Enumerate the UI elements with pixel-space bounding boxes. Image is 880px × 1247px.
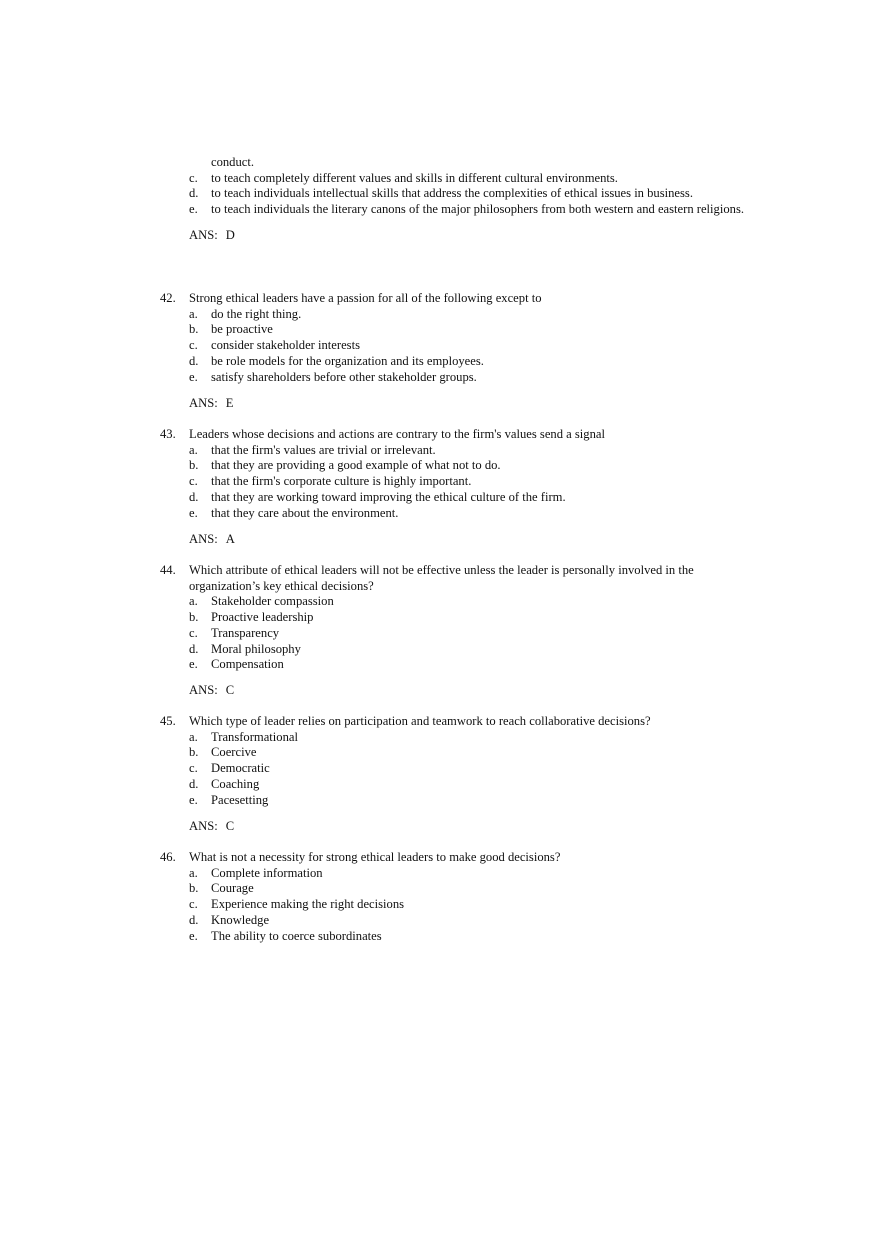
option-letter: c. [189,625,198,640]
option-list [160,307,760,386]
question-text: Which type of leader relies on participation and teamwork to reach collaborative decisions? [189,714,651,728]
option-letter: d. [189,776,199,791]
option-letter: d. [189,489,199,504]
answer-label: ANS: [189,683,218,698]
answer-line [160,396,760,412]
option-e [189,506,760,522]
option-text: consider stakeholder interests [211,338,360,353]
option-text: Coaching [211,776,260,791]
option-b [189,322,760,338]
option-text: to teach individuals intellectual skills that address the complexities of ethical issues in business. [211,186,693,201]
option-text: The ability to coerce subordinates [211,928,382,943]
option-c [189,474,760,490]
option-text: satisfy shareholders before other stakeholder groups. [211,369,477,384]
option-letter: a. [189,594,198,609]
option-d [189,777,760,793]
option-text: to teach individuals the literary canons of the major philosophers from both western and eastern religions. [211,202,744,217]
option-text: be proactive [211,322,273,337]
answer-label: ANS: [189,395,218,410]
option-list [160,443,760,522]
question-number: 45. [160,714,176,728]
question-number: 44. [160,563,176,577]
option-letter: a. [189,442,198,457]
option-list [189,171,749,218]
option-letter: d. [189,353,199,368]
option-letter: c. [189,474,198,489]
option-text: Experience making the right decisions [211,897,405,912]
option-letter: e. [189,928,198,943]
option-text: Pacesetting [211,792,269,807]
question-stem [160,850,760,866]
question-stem [160,714,760,730]
option-text: do the right thing. [211,306,302,321]
question-41-continuation [189,155,749,244]
option-text: that the firm's values are trivial or irrelevant. [211,442,436,457]
option-letter: b. [189,610,199,625]
answer-value: C [225,818,235,833]
question-number: 42. [160,291,176,305]
option-text: Coercive [211,745,257,760]
option-b [189,458,760,474]
answer-label: ANS: [189,531,218,546]
option-letter: b. [189,322,199,337]
option-text: Stakeholder compassion [211,594,334,609]
option-text: Moral philosophy [211,641,301,656]
question-text: What is not a necessity for strong ethical leaders to make good decisions? [189,850,561,864]
option-c [189,171,749,187]
option-a [189,307,760,323]
answer-value: C [225,683,235,698]
option-text: to teach completely different values and skills in different cultural environments. [211,170,618,185]
option-text: Democratic [211,761,270,776]
option-list [160,866,760,945]
option-a [189,730,760,746]
option-letter: e. [189,369,198,384]
answer-label: ANS: [189,228,218,243]
option-a [189,594,760,610]
question-stem [160,427,760,443]
option-text: that they care about the environment. [211,505,399,520]
option-text: that they are working toward improving the ethical culture of the firm. [211,489,566,504]
option-text: be role models for the organization and its employees. [211,353,484,368]
question-45 [160,714,760,834]
option-text: Courage [211,881,254,896]
question-43 [160,427,760,547]
option-list [160,730,760,809]
option-text: Proactive leadership [211,610,314,625]
option-d [189,913,760,929]
option-letter: a. [189,865,198,880]
option-e [189,929,760,945]
option-text: that they are providing a good example of what not to do. [211,458,501,473]
question-number: 46. [160,850,176,864]
option-list [160,594,760,673]
answer-line [189,228,749,244]
question-text: Strong ethical leaders have a passion for all of the following except to [189,291,542,305]
option-text: that the firm's corporate culture is highly important. [211,474,472,489]
question-stem [160,563,760,594]
option-b [189,881,760,897]
option-letter: a. [189,306,198,321]
answer-label: ANS: [189,818,218,833]
option-c [189,338,760,354]
answer-value: D [225,228,235,243]
option-c [189,897,760,913]
answer-line [160,532,760,548]
option-b [189,745,760,761]
option-c [189,626,760,642]
option-text: Complete information [211,865,323,880]
option-d [189,354,760,370]
option-e [189,657,760,673]
answer-line [160,819,760,835]
option-text: Transparency [211,625,280,640]
option-letter: c. [189,761,198,776]
answer-value: A [225,531,235,546]
question-46 [160,850,760,944]
question-text: Which attribute of ethical leaders will not be effective unless the leader is personally involved in the organization’s key ethical decisions? [189,563,694,593]
option-d [189,642,760,658]
option-e [189,793,760,809]
question-number: 43. [160,427,176,441]
question-44 [160,563,760,699]
option-letter: e. [189,505,198,520]
option-c [189,761,760,777]
option-letter: c. [189,170,198,185]
option-letter: b. [189,458,199,473]
option-letter: b. [189,745,199,760]
option-e [189,202,749,218]
option-d [189,490,760,506]
question-stem [160,291,760,307]
option-d [189,186,749,202]
option-text: Compensation [211,657,284,672]
option-text: Transformational [211,729,298,744]
option-b-continuation-text: conduct. [211,155,255,169]
option-letter: e. [189,657,198,672]
option-a [189,443,760,459]
answer-line [160,683,760,699]
option-e [189,370,760,386]
option-letter: b. [189,881,199,896]
option-a [189,866,760,882]
option-letter: e. [189,202,198,217]
option-letter: e. [189,792,198,807]
option-letter: c. [189,897,198,912]
option-text: Knowledge [211,912,270,927]
option-letter: c. [189,338,198,353]
question-text: Leaders whose decisions and actions are contrary to the firm's values send a signal [189,427,605,441]
option-letter: a. [189,729,198,744]
option-b [189,610,760,626]
option-letter: d. [189,641,199,656]
question-42 [160,291,760,411]
option-letter: d. [189,186,199,201]
answer-value: E [225,395,234,410]
option-letter: d. [189,912,199,927]
